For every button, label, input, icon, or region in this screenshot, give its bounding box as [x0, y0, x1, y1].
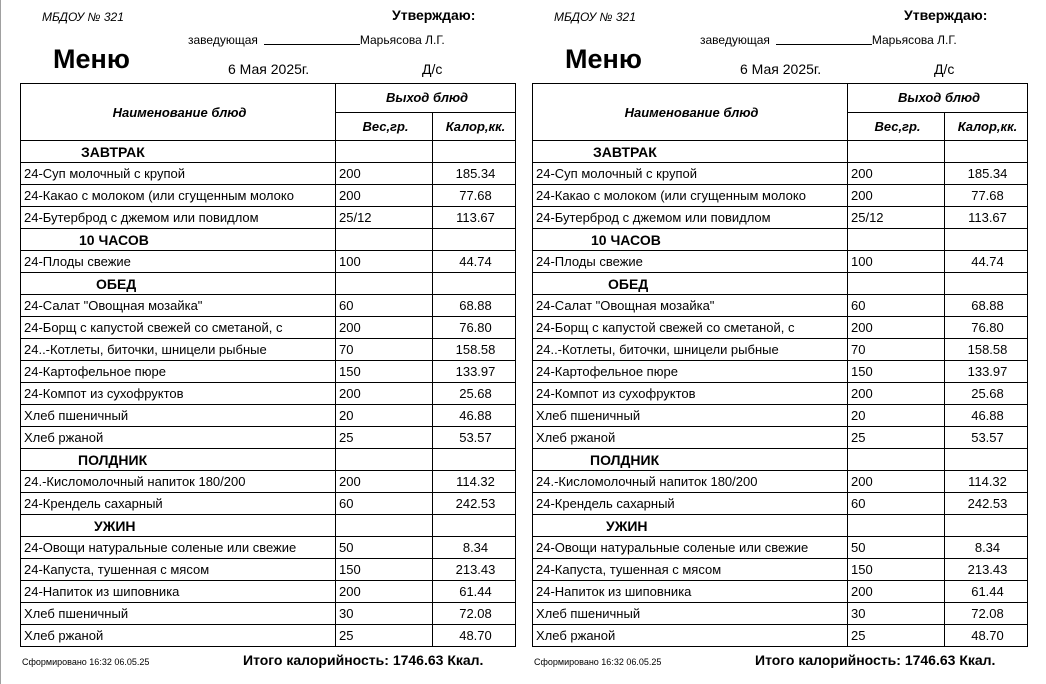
dish-name: 24-Компот из сухофруктов [533, 383, 848, 405]
dish-weight: 100 [848, 251, 945, 273]
dish-weight: 25 [848, 427, 945, 449]
dish-name: Хлеб пшеничный [533, 603, 848, 625]
dish-weight: 60 [848, 493, 945, 515]
column-header-name: Наименование блюд [21, 84, 336, 141]
dish-name: Хлеб ржаной [533, 625, 848, 647]
dish-calories: 213.43 [945, 559, 1028, 581]
head-name: Марьясова Л.Г. [359, 33, 445, 47]
dish-weight: 200 [848, 185, 945, 207]
section-calories-empty [945, 449, 1028, 471]
dish-weight: 50 [848, 537, 945, 559]
menu-sheet [20, 0, 520, 684]
dish-name: 24-Крендель сахарный [21, 493, 336, 515]
dish-weight: 30 [848, 603, 945, 625]
dish-calories: 61.44 [945, 581, 1028, 603]
dish-row [21, 559, 516, 581]
section-calories-empty [433, 229, 516, 251]
dish-weight: 150 [848, 361, 945, 383]
dish-row [533, 339, 1028, 361]
dish-weight: 150 [336, 559, 433, 581]
section-weight-empty [336, 229, 433, 251]
dish-name: Хлеб пшеничный [533, 405, 848, 427]
dish-weight: 200 [336, 581, 433, 603]
dish-calories: 113.67 [433, 207, 516, 229]
dish-row [533, 427, 1028, 449]
dish-weight: 70 [848, 339, 945, 361]
dish-calories: 76.80 [433, 317, 516, 339]
dish-name: 24-Борщ с капустой свежей со сметаной, с [533, 317, 848, 339]
dish-calories: 8.34 [945, 537, 1028, 559]
column-header-output: Выход блюд [336, 84, 516, 113]
dish-row [533, 603, 1028, 625]
dish-name: 24-Овощи натуральные соленые или свежие [533, 537, 848, 559]
dish-weight: 50 [336, 537, 433, 559]
dish-row [533, 493, 1028, 515]
dish-row [533, 361, 1028, 383]
dish-calories: 114.32 [945, 471, 1028, 493]
dish-name: 24-Какао с молоком (или сгущенным молоко [533, 185, 848, 207]
dish-row [21, 339, 516, 361]
menu-table-header [21, 84, 516, 141]
menu-table [20, 83, 516, 647]
menu-table-body [533, 141, 1028, 647]
dish-weight: 200 [336, 163, 433, 185]
column-header-name: Наименование блюд [533, 84, 848, 141]
dish-name: 24-Напиток из шиповника [533, 581, 848, 603]
dish-weight: 25 [336, 427, 433, 449]
section-title: ОБЕД [533, 273, 848, 295]
dish-name: 24-Плоды свежие [21, 251, 336, 273]
section-row [533, 449, 1028, 471]
dish-calories: 72.08 [945, 603, 1028, 625]
section-calories-empty [945, 141, 1028, 163]
page-title: Меню [565, 44, 642, 74]
dish-name: 24-Салат "Овощная мозайка" [533, 295, 848, 317]
page-edge [0, 0, 1, 684]
dish-calories: 48.70 [945, 625, 1028, 647]
column-header-output: Выход блюд [848, 84, 1028, 113]
dish-calories: 68.88 [433, 295, 516, 317]
menu-date: 6 Мая 2025г. [228, 61, 310, 77]
section-title: 10 ЧАСОВ [533, 229, 848, 251]
dish-weight: 100 [336, 251, 433, 273]
dish-weight: 150 [848, 559, 945, 581]
dish-weight: 25/12 [336, 207, 433, 229]
section-calories-empty [433, 515, 516, 537]
dish-row [533, 251, 1028, 273]
dish-name: 24-Компот из сухофруктов [21, 383, 336, 405]
dish-row [533, 559, 1028, 581]
dish-weight: 200 [848, 163, 945, 185]
dish-weight: 200 [336, 317, 433, 339]
dish-weight: 25 [848, 625, 945, 647]
dish-name: 24..-Котлеты, биточки, шницели рыбные [533, 339, 848, 361]
dish-weight: 60 [336, 295, 433, 317]
signature-blank [776, 44, 872, 45]
section-weight-empty [848, 449, 945, 471]
dish-name: 24-Плоды свежие [533, 251, 848, 273]
generated-timestamp: Сформировано 16:32 06.05.25 [22, 657, 150, 667]
dish-row [21, 295, 516, 317]
section-calories-empty [433, 449, 516, 471]
section-weight-empty [336, 141, 433, 163]
dish-weight: 25/12 [848, 207, 945, 229]
dish-name: 24-Борщ с капустой свежей со сметаной, с [21, 317, 336, 339]
section-title: УЖИН [533, 515, 848, 537]
dish-calories: 213.43 [433, 559, 516, 581]
dish-calories: 158.58 [945, 339, 1028, 361]
dish-calories: 46.88 [433, 405, 516, 427]
head-signature-line [700, 33, 957, 47]
dish-row [21, 427, 516, 449]
section-calories-empty [433, 141, 516, 163]
dish-calories: 53.57 [433, 427, 516, 449]
dish-name: 24-Салат "Овощная мозайка" [21, 295, 336, 317]
dish-name: Хлеб пшеничный [21, 603, 336, 625]
dish-row [21, 603, 516, 625]
dish-row [21, 251, 516, 273]
section-weight-empty [336, 273, 433, 295]
dish-weight: 20 [336, 405, 433, 427]
head-label: заведующая [188, 33, 258, 47]
dish-calories: 46.88 [945, 405, 1028, 427]
dish-row [21, 493, 516, 515]
dish-calories: 77.68 [433, 185, 516, 207]
section-title: 10 ЧАСОВ [21, 229, 336, 251]
section-title: УЖИН [21, 515, 336, 537]
column-header-calories: Калор,кк. [945, 112, 1028, 141]
dish-row [533, 581, 1028, 603]
dish-weight: 150 [336, 361, 433, 383]
dish-weight: 200 [848, 471, 945, 493]
section-title: ПОЛДНИК [21, 449, 336, 471]
dish-name: 24-Капуста, тушенная с мясом [533, 559, 848, 581]
signature-blank [264, 44, 360, 45]
section-row [21, 449, 516, 471]
dish-row [533, 383, 1028, 405]
dish-calories: 242.53 [945, 493, 1028, 515]
dish-calories: 25.68 [945, 383, 1028, 405]
dish-name: 24-Картофельное пюре [533, 361, 848, 383]
section-weight-empty [848, 273, 945, 295]
dish-row [533, 405, 1028, 427]
dish-weight: 25 [336, 625, 433, 647]
dish-name: Хлеб ржаной [21, 625, 336, 647]
dish-calories: 185.34 [433, 163, 516, 185]
section-calories-empty [945, 229, 1028, 251]
dish-calories: 25.68 [433, 383, 516, 405]
section-row [21, 515, 516, 537]
dish-weight: 60 [336, 493, 433, 515]
dish-calories: 61.44 [433, 581, 516, 603]
column-header-weight: Вес,гр. [336, 112, 433, 141]
section-calories-empty [945, 273, 1028, 295]
section-title: ОБЕД [21, 273, 336, 295]
dish-weight: 200 [336, 185, 433, 207]
dish-calories: 133.97 [433, 361, 516, 383]
dish-row [21, 185, 516, 207]
dish-row [21, 361, 516, 383]
column-header-calories: Калор,кк. [433, 112, 516, 141]
dish-name: 24-Напиток из шиповника [21, 581, 336, 603]
section-row [533, 141, 1028, 163]
dish-weight: 60 [848, 295, 945, 317]
total-calories: Итого калорийность: 1746.63 Ккал. [243, 652, 484, 668]
dish-name: 24-Капуста, тушенная с мясом [21, 559, 336, 581]
dish-weight: 200 [336, 471, 433, 493]
dish-calories: 158.58 [433, 339, 516, 361]
dish-name: 24.-Кисломолочный напиток 180/200 [533, 471, 848, 493]
section-weight-empty [848, 229, 945, 251]
section-weight-empty [336, 515, 433, 537]
dish-name: 24-Суп молочный с крупой [21, 163, 336, 185]
dish-row [21, 383, 516, 405]
section-row [21, 273, 516, 295]
menu-group: Д/с [934, 61, 955, 77]
dish-row [21, 163, 516, 185]
dish-calories: 185.34 [945, 163, 1028, 185]
page-title: Меню [53, 44, 130, 74]
generated-timestamp: Сформировано 16:32 06.05.25 [534, 657, 662, 667]
menu-table-header [533, 84, 1028, 141]
dish-name: 24-Крендель сахарный [533, 493, 848, 515]
head-label: заведующая [700, 33, 770, 47]
dish-calories: 113.67 [945, 207, 1028, 229]
menu-sheet [532, 0, 1032, 684]
head-name: Марьясова Л.Г. [871, 33, 957, 47]
dish-weight: 200 [848, 383, 945, 405]
dish-row [533, 537, 1028, 559]
dish-name: 24-Бутерброд с джемом или повидлом [533, 207, 848, 229]
dish-row [21, 537, 516, 559]
dish-name: Хлеб ржаной [21, 427, 336, 449]
section-row [533, 273, 1028, 295]
menu-table [532, 83, 1028, 647]
dish-weight: 200 [848, 581, 945, 603]
dish-row [21, 207, 516, 229]
org-name: МБДОУ № 321 [554, 10, 636, 24]
dish-row [21, 405, 516, 427]
head-signature-line [188, 33, 445, 47]
menu-table-body [21, 141, 516, 647]
dish-calories: 114.32 [433, 471, 516, 493]
dish-name: 24.-Кисломолочный напиток 180/200 [21, 471, 336, 493]
section-weight-empty [848, 515, 945, 537]
dish-name: 24-Овощи натуральные соленые или свежие [21, 537, 336, 559]
dish-weight: 70 [336, 339, 433, 361]
dish-name: 24-Бутерброд с джемом или повидлом [21, 207, 336, 229]
section-calories-empty [945, 515, 1028, 537]
section-weight-empty [848, 141, 945, 163]
dish-name: 24-Картофельное пюре [21, 361, 336, 383]
dish-row [533, 317, 1028, 339]
menu-date: 6 Мая 2025г. [740, 61, 822, 77]
dish-calories: 76.80 [945, 317, 1028, 339]
dish-calories: 72.08 [433, 603, 516, 625]
dish-name: 24..-Котлеты, биточки, шницели рыбные [21, 339, 336, 361]
section-row [533, 229, 1028, 251]
dish-name: 24-Суп молочный с крупой [533, 163, 848, 185]
section-row [21, 229, 516, 251]
dish-calories: 242.53 [433, 493, 516, 515]
dish-row [533, 295, 1028, 317]
dish-weight: 30 [336, 603, 433, 625]
dish-name: Хлеб ржаной [533, 427, 848, 449]
dish-row [533, 625, 1028, 647]
dish-weight: 200 [848, 317, 945, 339]
dish-row [21, 625, 516, 647]
dish-calories: 68.88 [945, 295, 1028, 317]
dish-name: Хлеб пшеничный [21, 405, 336, 427]
dish-calories: 77.68 [945, 185, 1028, 207]
dish-calories: 44.74 [433, 251, 516, 273]
section-title: ЗАВТРАК [533, 141, 848, 163]
dish-calories: 133.97 [945, 361, 1028, 383]
dish-row [21, 471, 516, 493]
total-calories: Итого калорийность: 1746.63 Ккал. [755, 652, 996, 668]
dish-name: 24-Какао с молоком (или сгущенным молоко [21, 185, 336, 207]
dish-calories: 44.74 [945, 251, 1028, 273]
dish-weight: 200 [336, 383, 433, 405]
approve-label: Утверждаю: [904, 7, 988, 23]
dish-calories: 48.70 [433, 625, 516, 647]
section-row [21, 141, 516, 163]
dish-calories: 8.34 [433, 537, 516, 559]
dish-row [533, 163, 1028, 185]
section-row [533, 515, 1028, 537]
dish-row [21, 317, 516, 339]
section-title: ЗАВТРАК [21, 141, 336, 163]
column-header-weight: Вес,гр. [848, 112, 945, 141]
dish-row [533, 207, 1028, 229]
dish-calories: 53.57 [945, 427, 1028, 449]
section-calories-empty [433, 273, 516, 295]
dish-row [533, 471, 1028, 493]
menu-group: Д/с [422, 61, 443, 77]
section-weight-empty [336, 449, 433, 471]
dish-weight: 20 [848, 405, 945, 427]
dish-row [533, 185, 1028, 207]
section-title: ПОЛДНИК [533, 449, 848, 471]
dish-row [21, 581, 516, 603]
org-name: МБДОУ № 321 [42, 10, 124, 24]
approve-label: Утверждаю: [392, 7, 476, 23]
